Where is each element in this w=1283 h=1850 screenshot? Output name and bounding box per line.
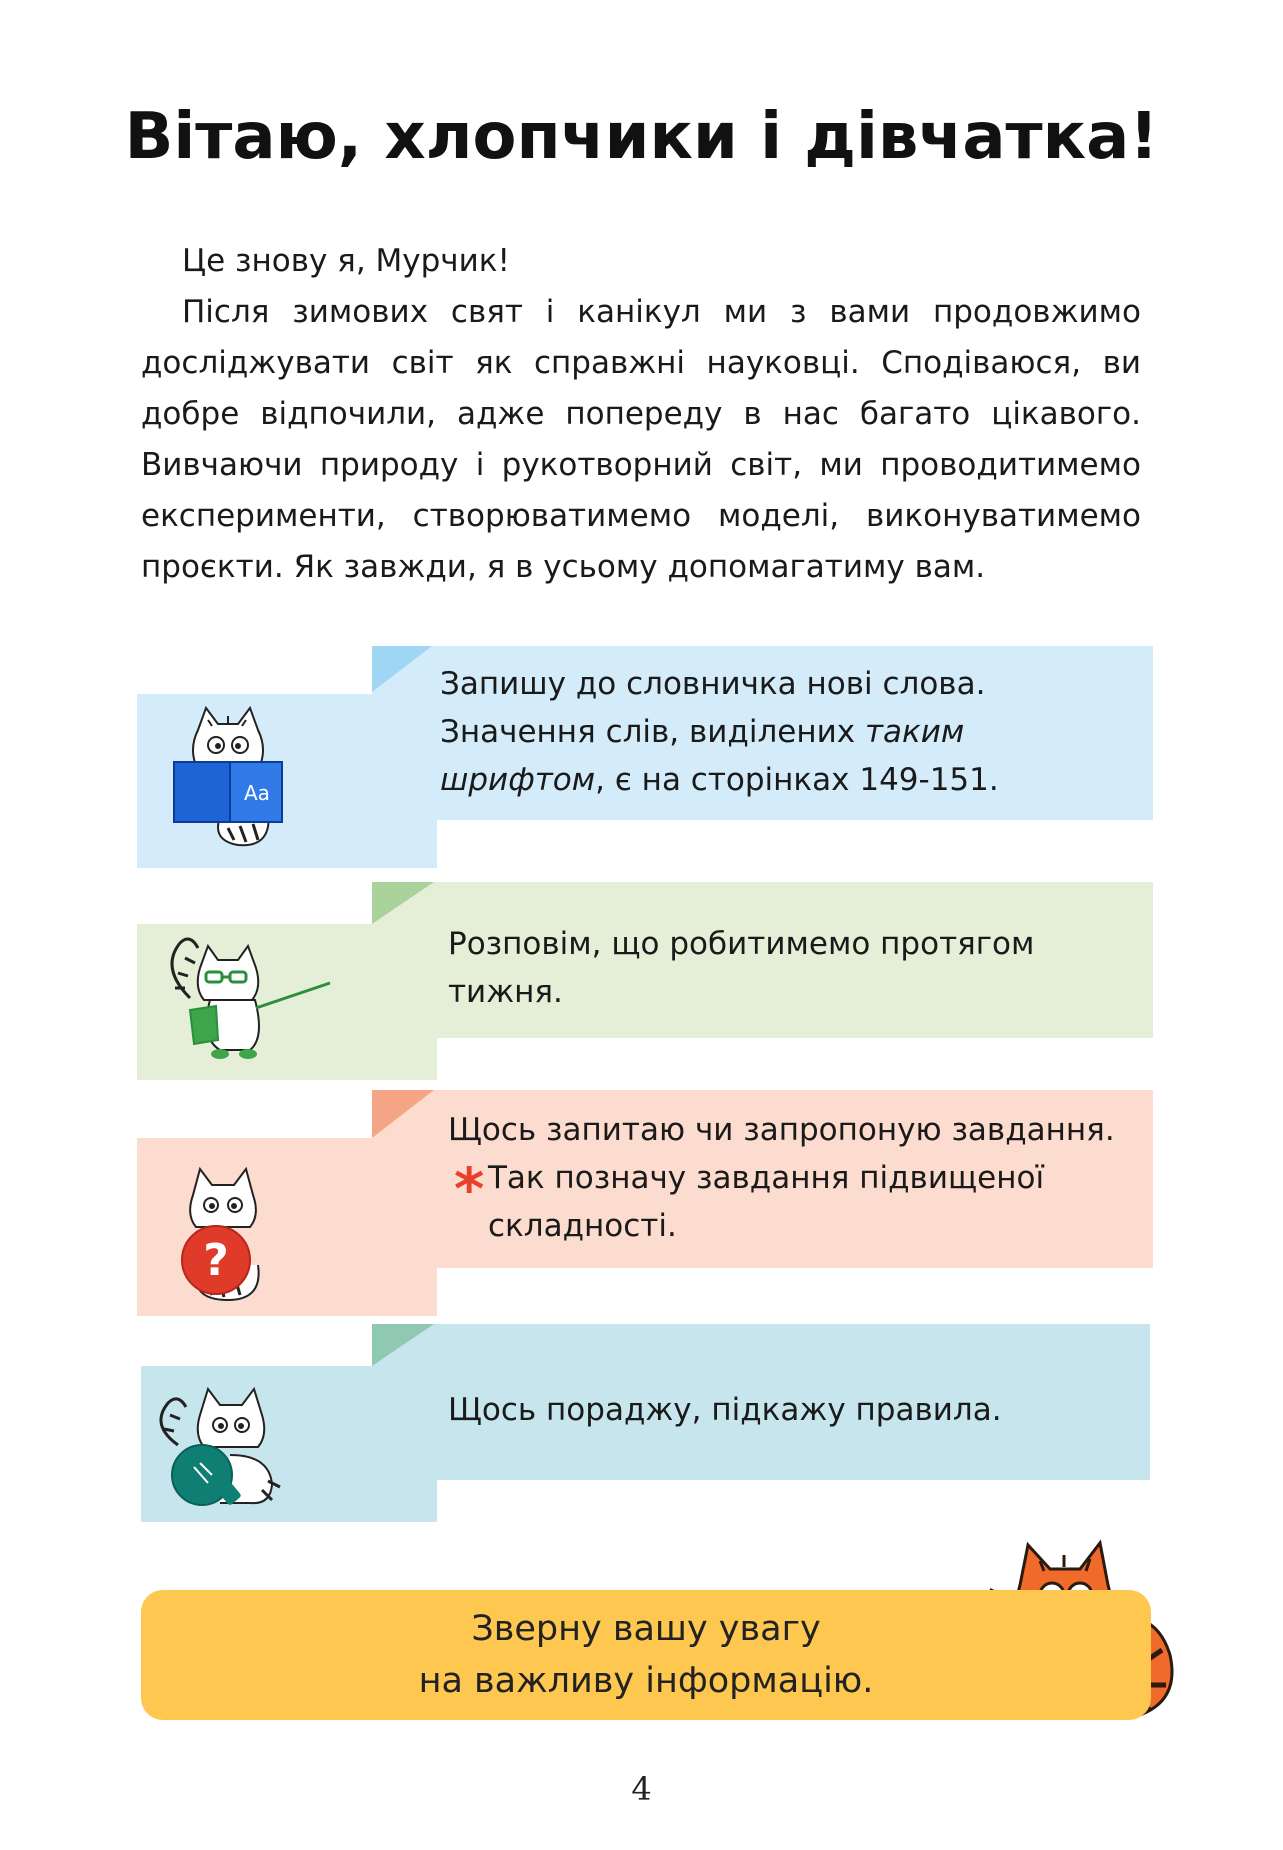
intro-greeting: Це знову я, Мурчик! [182, 243, 510, 279]
cat-reading-book-icon [168, 700, 288, 854]
cat-lightbulb-icon [150, 1375, 300, 1519]
important-info-banner [141, 1590, 1151, 1720]
svg-text:Aa: Aa [244, 781, 270, 805]
page-number: 4 [631, 1770, 652, 1808]
legend-dictionary-text: Запишу до словничка нові слова. Значення слів, виділених таким шрифтом, є на сторінках 149-151. [440, 666, 999, 798]
legend-week-plan-text: Розповім, що робитимемо протягом тижня. [448, 926, 1035, 1010]
legend-question-text: Щось запитаю чи запропоную завдання. * Так позначу завдання підвищеної складності. [448, 1112, 1115, 1244]
banner-line-1: Зверну вашу увагу [471, 1609, 821, 1649]
question-mark-glyph: ? [203, 1235, 229, 1286]
intro-paragraph: Після зимових свят і канікул ми з вами продовжимо досліджувати світ як справжні науковці. Сподіваюся, ви добре відпочили, адже попереду в нас багато цікавого. Вивчаючи природу і рукотворний світ, ми проводитимемо експерименти, створюватимемо моделі, виконуватимемо проєкти. Як завжди, я в усьому допомагатиму вам. [141, 294, 1141, 585]
page-title: Вітаю, хлопчики і дівчатка! [124, 100, 1159, 174]
legend-corner-triangle [372, 1090, 434, 1138]
legend-corner-triangle [372, 646, 432, 692]
intro-text [141, 236, 1141, 593]
banner-line-2: на важливу інформацію. [418, 1661, 874, 1701]
cat-teacher-pointer-icon [160, 928, 340, 1072]
legend-advice-text: Щось пораджу, підкажу правила. [448, 1392, 1002, 1428]
legend-corner-triangle [372, 1324, 434, 1366]
legend-corner-triangle [372, 882, 434, 924]
hard-task-star-icon: * [454, 1155, 485, 1223]
cat-question-icon [168, 1155, 278, 1309]
